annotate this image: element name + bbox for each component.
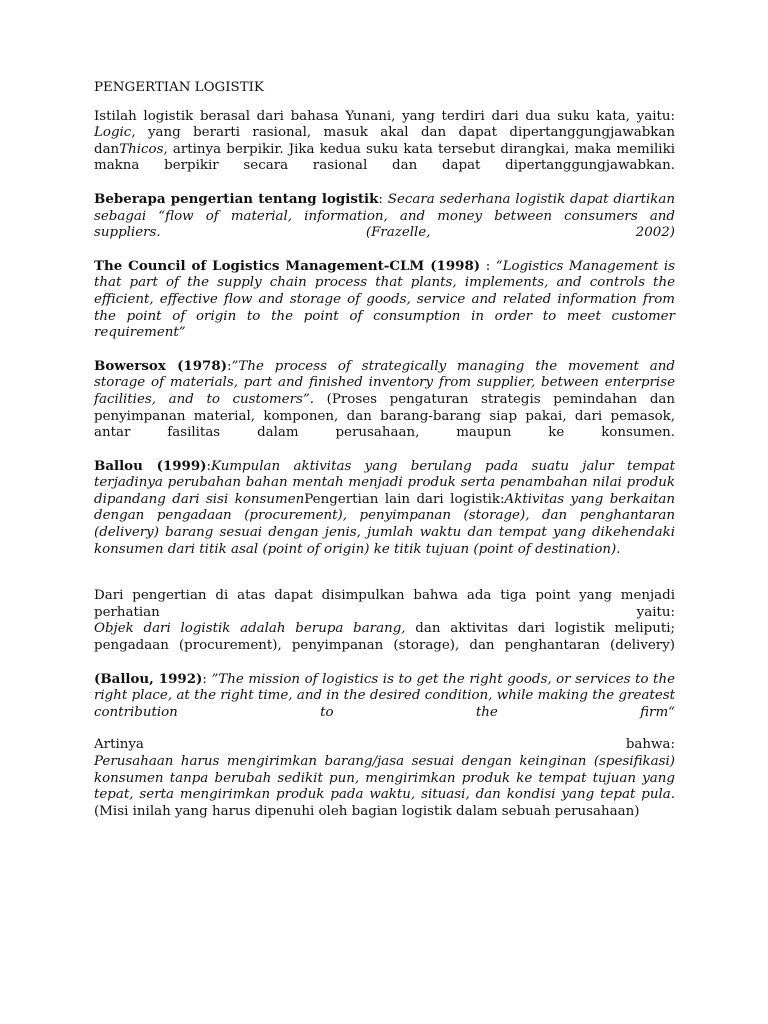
artinya-line: Artinya bahwa: <box>94 737 675 753</box>
clm-colon: : <box>480 258 496 274</box>
bowersox-colon: : <box>227 358 232 374</box>
ballou-1992-colon: : <box>202 671 212 687</box>
ballou-1992-definition: ”The mission of logistics is to get the right goods, or services to the right place, at the right time, and in the desired condition, while making the greatest contribution to the firm“ <box>94 671 675 720</box>
conclusion-italic: Objek dari logistik adalah berupa barang, <box>94 621 416 637</box>
frazelle-body: Secara sederhana logistik dapat diartikan sebagai “flow of material, information, and money between consumers and suppliers. <box>94 191 675 241</box>
paragraph-conclusion <box>94 588 675 654</box>
artinya-rest: (Misi inilah yang harus dipenuhi oleh bagian logistik dalam sebuah perusahaan) <box>94 803 640 819</box>
paragraph-frazelle <box>94 191 675 242</box>
frazelle-citation: (Frazelle, 2002) <box>160 225 675 241</box>
bowersox-translation: (Proses pengaturan strategis pemindahan dan penyimpanan material, komponen, dan barang-barang siap pakai, dari pemasok, antar fasilitas dalam perusahaan, maupun ke konsumen. <box>94 391 675 441</box>
etymology-text-2: , yang berarti rasional, masuk akal dan dapat dipertanggungjawabkan dan <box>94 125 675 157</box>
ballou-1999-colon: : <box>206 458 212 474</box>
paragraph-ballou-1999 <box>94 458 675 559</box>
term-logic: Logic <box>94 125 132 141</box>
term-thicos: Thicos <box>119 141 164 157</box>
paragraph-bowersox <box>94 358 675 442</box>
document-title: PENGERTIAN LOGISTIK <box>94 80 264 95</box>
clm-heading: The Council of Logistics Management-CLM (1998) <box>94 257 481 274</box>
etymology-text-1: Istilah logistik berasal dari bahasa Yunani, yang terdiri dari dua suku kata, yaitu: <box>94 108 675 124</box>
etymology-text-3: , artinya berpikir. Jika kedua suku kata tersebut dirangkai, maka memiliki makna berpikir secara rasional dan dapat dipertanggungjawabkan. <box>94 141 675 174</box>
conclusion-rest: dan aktivitas dari logistik meliputi; pengadaan (procurement), penyimpanan (storage), dan penghantaran (delivery) <box>94 621 676 654</box>
ballou-1999-mid: Pengertian lain dari logistik: <box>304 491 505 507</box>
ballou-1999-definition-2: Aktivitas yang berkaitan dengan pengadaan (procurement), penyimpanan (storage), dan penghantaran (delivery) barang sesuai dengan jenis, jumlah waktu dan tempat yang dikehendaki konsumen dari titik asal (point of origin) ke titik tujuan (point of destination). <box>94 491 675 557</box>
ballou-1999-definition: Kumpulan aktivitas yang berulang pada suatu jalur tempat terjadinya perubahan bahan mentah menjadi produk serta penambahan nilai produk dipandang dari sisi konsumen <box>94 458 676 507</box>
paragraph-etymology <box>94 109 675 175</box>
clm-definition: “Logistics Management is that part of the supply chain process that plants, implements, and controls the efficient, effective flow and storage of goods, service and related information from the point of origin to the point of consumption in order to meet customer requirement” <box>94 258 675 341</box>
spacer <box>94 574 675 588</box>
ballou-1999-heading: Ballou (1999) <box>94 457 207 474</box>
frazelle-heading: Beberapa pengertian tentang logistik <box>94 190 379 207</box>
conclusion-intro: Dari pengertian di atas dapat disimpulkan bahwa ada tiga point yang menjadi perhatian yaitu: <box>94 588 675 620</box>
ballou-1992-heading: (Ballou, 1992) <box>94 670 203 687</box>
bowersox-definition: ”The process of strategically managing the movement and storage of materials, part and finished inventory from supplier, between enterprise facilities, and to customers”. <box>94 358 675 407</box>
bowersox-heading: Bowersox (1978) <box>94 357 228 374</box>
artinya-definition: Perusahaan harus mengirimkan barang/jasa sesuai dengan keinginan (spesifikasi) konsumen tanpa berubah sedikit pun, mengirimkan produk ke tempat tujuan yang tepat, serta mengirimkan produk pada waktu, situasi, dan kondisi yang tepat pula. <box>94 754 675 803</box>
paragraph-artinya <box>94 737 675 820</box>
document-page <box>94 80 675 836</box>
paragraph-ballou-1992 <box>94 671 675 722</box>
paragraph-clm <box>94 258 675 342</box>
frazelle-colon: : <box>378 191 388 207</box>
